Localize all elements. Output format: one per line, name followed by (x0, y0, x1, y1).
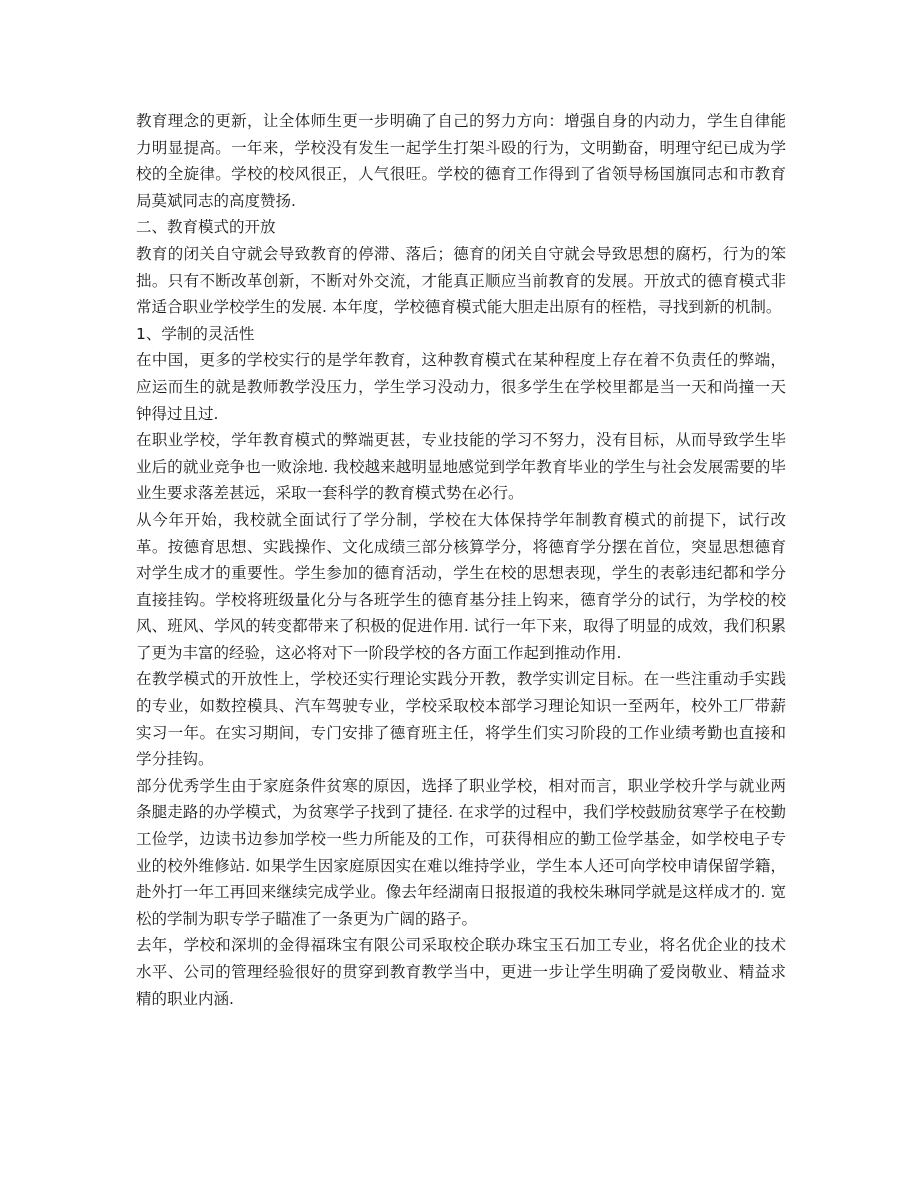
paragraph-teaching-model-openness: 在教学模式的开放性上，学校还实行理论实践分开教，教学实训定目标。在一些注重动手实践的专业，如数控模具、汽车驾驶专业，学校采取校本部学习理论知识一至两年，校外工厂带薪实习一年。在实习期间，专门安排了德育班主任，将学生们实习阶段的工作业绩考勤也直接和学分挂钩。 (136, 670, 786, 769)
subsection-heading-flexible-system: 1、学制的灵活性 (136, 324, 255, 343)
section-heading-open-model: 二、教育模式的开放 (136, 218, 276, 237)
paragraph-school-enterprise-cooperation: 去年，学校和深圳的金得福珠宝有限公司采取校企联办珠宝玉石加工专业，将名优企业的技术水平、公司的管理经验很好的贯穿到教育教学当中，更进一步让学生明确了爱岗敬业、精益求精的职业内涵. (136, 936, 786, 1008)
document-body (136, 108, 786, 1012)
paragraph-academic-year-system: 在中国，更多的学校实行的是学年教育，这种教育模式在某种程度上存在着不负责任的弊端，应运而生的就是教师教学没压力，学生学习没动力，很多学生在学校里都是当一天和尚撞一天钟得过且过. (136, 351, 786, 423)
paragraph-poor-students-support: 部分优秀学生由于家庭条件贫寒的原因，选择了职业学校，相对而言，职业学校升学与就业两条腿走路的办学模式，为贫寒学子找到了捷径. 在求学的过程中，我们学校鼓励贫寒学子在校勤工俭学，边读书边参加学校一些力所能及的工作，可获得相应的勤工俭学基金，如学校电子专业的校外维修站. 如果学生因家庭原因实在难以维持学业，学生本人还可向学校申请保留学籍，赴外打一年工再回来继续完成学业。像去年经湖南日报报道的我校朱琳同学就是这样成才的. 宽松的学制为职专学子瞄准了一条更为广阔的路子。 (136, 776, 786, 928)
paragraph-moral-education-results: 教育理念的更新，让全体师生更一步明确了自己的努力方向：增强自身的内动力，学生自律能力明显提高。一年来，学校没有发生一起学生打架斗殴的行为，文明勤奋，明理守纪已成为学校的全旋律。学校的校风很正，人气很旺。学校的德育工作得到了省领导杨国旗同志和市教育局莫斌同志的高度赞扬. (136, 112, 786, 210)
paragraph-vocational-school-drawbacks: 在职业学校，学年教育模式的弊端更甚，专业技能的学习不努力，没有目标，从而导致学生毕业后的就业竞争也一败涂地. 我校越来越明显地感觉到学年教育毕业的学生与社会发展需要的毕业生要求落差甚远，采取一套科学的教育模式势在必行。 (136, 431, 786, 503)
paragraph-credit-system: 从今年开始，我校就全面试行了学分制，学校在大体保持学年制教育模式的前提下，试行改革。按德育思想、实践操作、文化成绩三部分核算学分，将德育学分摆在首位，突显思想德育对学生成才的重要性。学生参加的德育活动，学生在校的思想表现，学生的表彰违纪都和学分直接挂钩。学校将班级量化分与各班学生的德育基分挂上钩来，德育学分的试行，为学校的校风、班风、学风的转变都带来了积极的促进作用. 试行一年下来，取得了明显的成效，我们积累了更为丰富的经验，这必将对下一阶段学校的各方面工作起到推动作用. (136, 510, 786, 662)
paragraph-open-model-intro: 教育的闭关自守就会导致教育的停滞、落后；德育的闭关自守就会导致思想的腐朽，行为的笨拙。只有不断改革创新，不断对外交流，才能真正顺应当前教育的发展。开放式的德育模式非常适合职业学校学生的发展. 本年度，学校德育模式能大胆走出原有的桎梏，寻找到新的机制。 (136, 244, 786, 317)
